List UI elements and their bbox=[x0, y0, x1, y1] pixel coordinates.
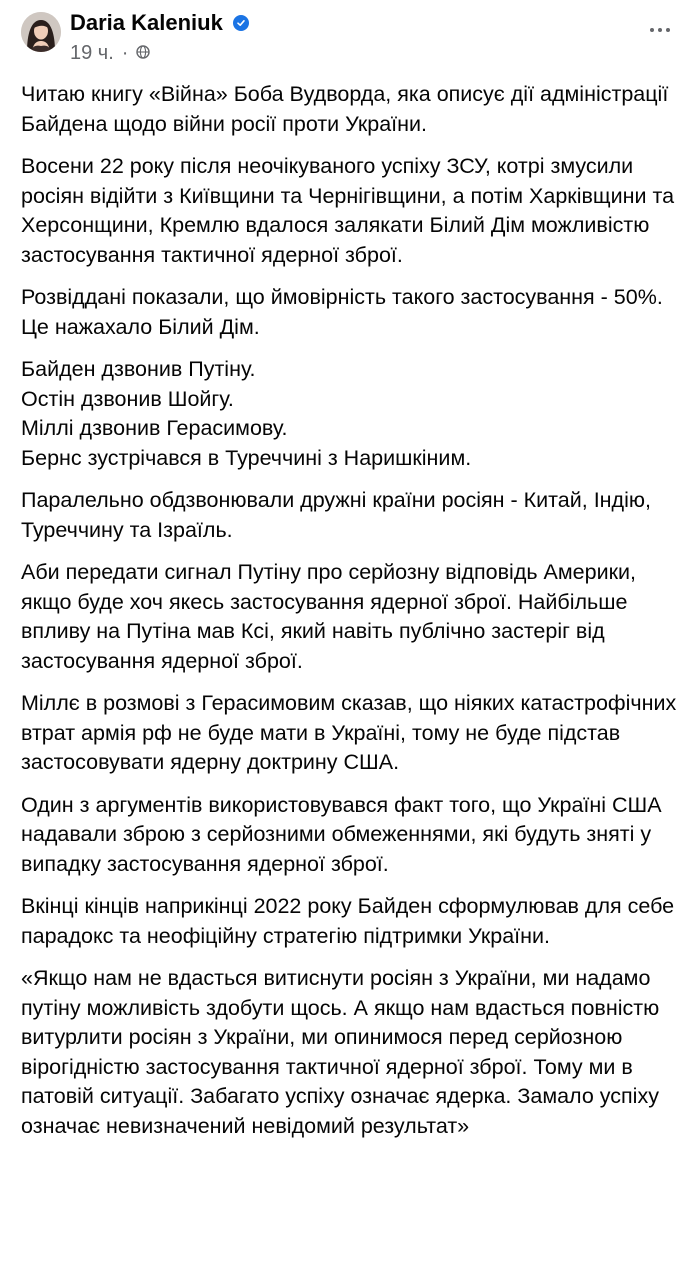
post-body bbox=[21, 80, 678, 1154]
post-paragraph: Байден дзвонив Путіну. Остін дзвонив Шойгу. Міллі дзвонив Герасимову. Бернс зустрічався в Туреччині з Наришкіним. bbox=[21, 357, 472, 470]
post-paragraph: Розвіддані показали, що ймовірність такого застосування - 50%. Це нажахало Білий Дім. bbox=[21, 285, 663, 339]
post-paragraph: Паралельно обдзвонювали дружні країни росіян - Китай, Індію, Туреччину та Ізраїль. bbox=[21, 488, 651, 542]
post-paragraph: Вкінці кінців наприкінці 2022 року Байден сформулював для себе парадокс та неофіційну стратегію підтримки України. bbox=[21, 894, 675, 948]
author-line bbox=[70, 10, 249, 36]
post-header bbox=[0, 0, 692, 76]
verified-badge-icon bbox=[233, 15, 249, 31]
post-paragraph: Один з аргументів використовувався факт того, що Україні США надавали зброю з серйозними обмеженнями, які будуть зняті у випадку застосування ядерної зброї. bbox=[21, 792, 662, 876]
post-paragraph: «Якщо нам не вдасться витиснути росіян з України, ми надамо путіну можливість здобути щось. А якщо нам вдасться повністю витурлити росіян з України, ми опинимося перед серйозною вірогідністю застосування тактичної ядерної зброї. Тому ми в патовій ситуації. Забагато успіху означає ядерка. Замало успіху означає невизначений невідомий результат» bbox=[21, 966, 660, 1138]
post-paragraph: Восени 22 року після неочікуваного успіху ЗСУ, котрі змусили росіян відійти з Київщини та Чернігівщини, а потім Харківщини та Херсонщини, Кремлю вдалося залякати Білий Дім можливістю застосування тактичної ядерної зброї. bbox=[21, 154, 675, 267]
post-paragraph: Міллє в розмові з Герасимовим сказав, що ніяких катастрофічних втрат армія рф не буде мати в Україні, тому не буде підстав застосовувати ядерну доктрину США. bbox=[21, 691, 677, 774]
post-meta bbox=[70, 42, 150, 65]
post-paragraph: Читаю книгу «Війна» Боба Вудворда, яка описує дії адміністрації Байдена щодо війни росії проти України. bbox=[21, 82, 669, 136]
globe-icon[interactable] bbox=[136, 42, 150, 65]
post-timestamp[interactable]: 19 ч. bbox=[70, 42, 114, 64]
meta-separator: · bbox=[121, 42, 129, 64]
more-options-icon[interactable] bbox=[650, 28, 670, 32]
author-avatar[interactable] bbox=[21, 12, 61, 52]
author-name[interactable]: Daria Kaleniuk bbox=[70, 10, 223, 35]
post-paragraph: Аби передати сигнал Путіну про серйозну відповідь Америки, якщо буде хоч якесь застосування ядерної зброї. Найбільше впливу на Путіна мав Ксі, який навіть публічно застеріг від застосування ядерної зброї. bbox=[21, 560, 636, 673]
